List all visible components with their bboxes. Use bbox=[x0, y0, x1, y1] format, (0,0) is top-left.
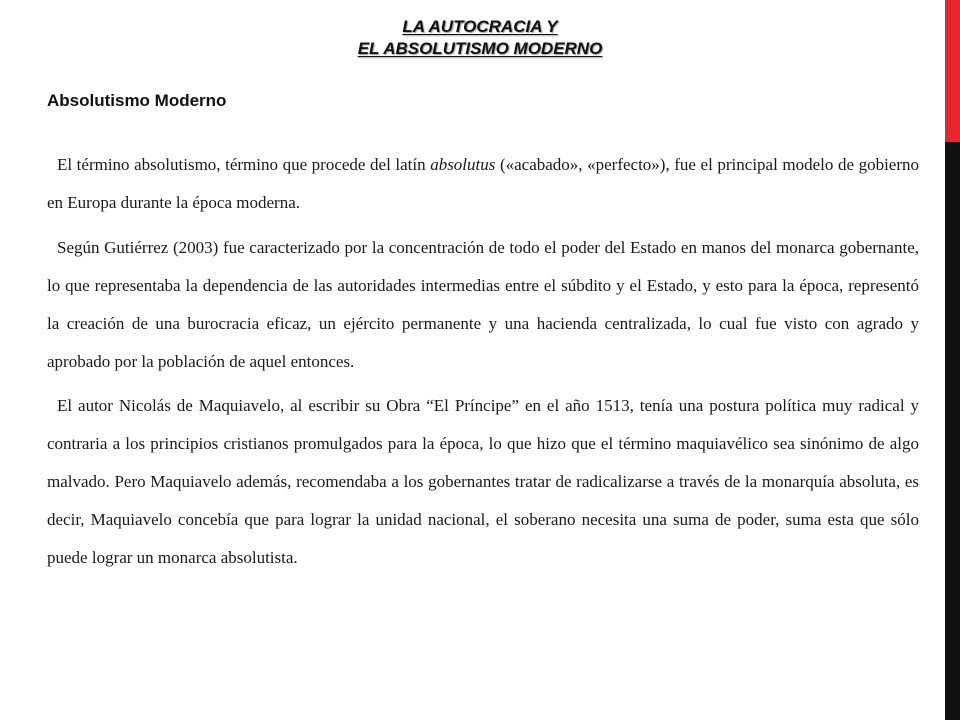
title-line-2: EL ABSOLUTISMO MODERNO bbox=[357, 39, 603, 58]
slide-title bbox=[0, 16, 960, 60]
body-text bbox=[47, 146, 919, 584]
title-line-1: LA AUTOCRACIA Y bbox=[402, 17, 558, 36]
paragraph-1-end: («acabado», «perfecto»), fue el principal modelo de gobierno en Europa durante la época moderna. bbox=[47, 155, 919, 212]
section-heading: Absolutismo Moderno bbox=[47, 91, 227, 110]
paragraph-1 bbox=[47, 146, 919, 222]
paragraph-2: Según Gutiérrez (2003) fue caracterizado por la concentración de todo el poder del Estado en manos del monarca gobernante, lo que representaba la dependencia de las autoridades intermedias entre el súbdito y el Estado, y esto para la época, representó la creación de una burocracia eficaz, un ejército permanente y una hacienda centralizada, lo cual fue visto con agrado y aprobado por la población de aquel entonces. bbox=[47, 238, 919, 371]
paragraph-3: El autor Nicolás de Maquiavelo, al escribir su Obra “El Príncipe” en el año 1513, tenía una postura política muy radical y contraria a los principios cristianos promulgados para la época, lo que hizo que el término maquiavélico sea sinónimo de algo malvado. Pero Maquiavelo además, recomendaba a los gobernantes tratar de radicalizarse a través de la monarquía absoluta, es decir, Maquiavelo concebía que para lograr la unidad nacional, el soberano necesita una suma de poder, suma esta que sólo puede lograr un monarca absolutista. bbox=[47, 396, 919, 567]
paragraph-1-start: El término absolutismo, término que procede del latín bbox=[57, 155, 431, 174]
latin-term: absolutus bbox=[430, 155, 496, 174]
